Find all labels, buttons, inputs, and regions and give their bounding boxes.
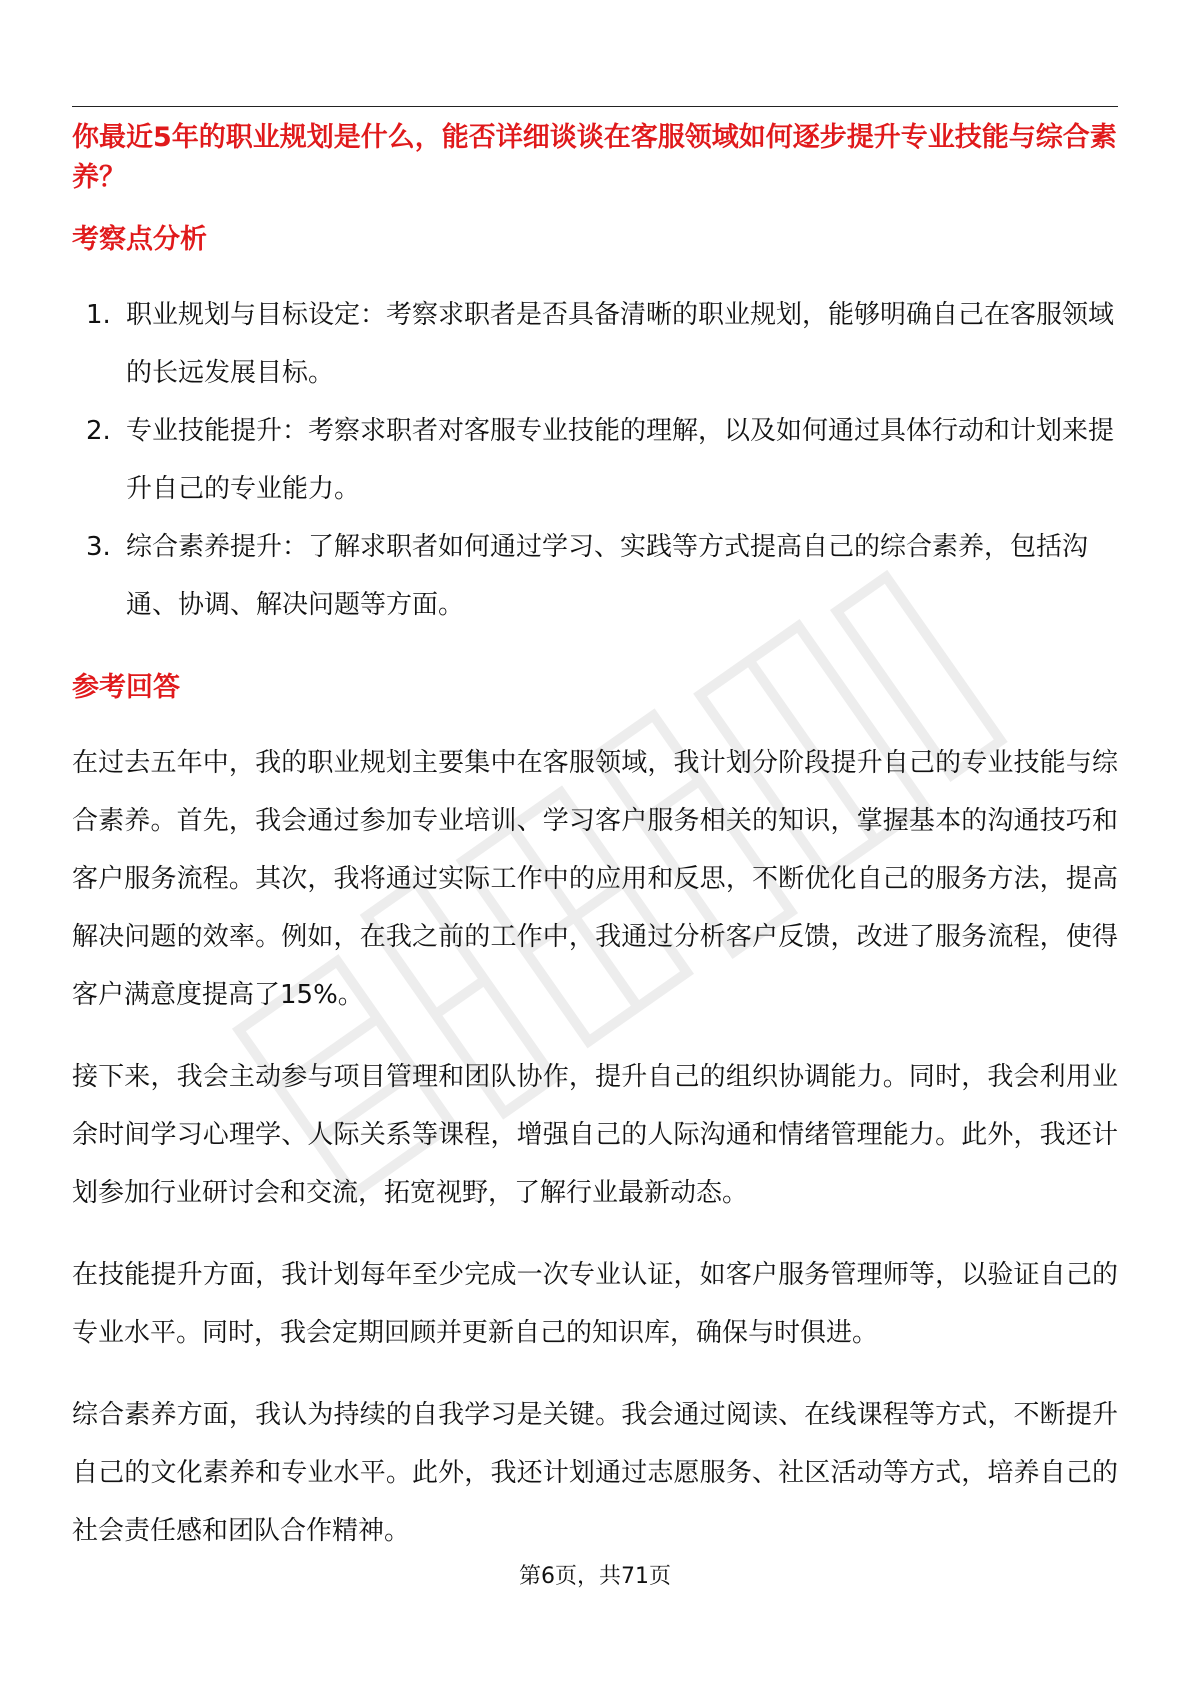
- list-item-text: 综合素养提升：了解求职者如何通过学习、实践等方式提高自己的综合素养，包括沟通、协调、解决问题等方面。: [126, 532, 1089, 620]
- answer-paragraph: 在过去五年中，我的职业规划主要集中在客服领域，我计划分阶段提升自己的专业技能与综合素养。首先，我会通过参加专业培训、学习客户服务相关的知识，掌握基本的沟通技巧和客户服务流程。其次，我将通过实际工作中的应用和反思，不断优化自己的服务方法，提高解决问题的效率。例如，在我之前的工作中，我通过分析客户反馈，改进了服务流程，使得客户满意度提高了15%。: [72, 748, 1118, 1010]
- analysis-list: [72, 286, 1118, 634]
- list-item-text: 专业技能提升：考察求职者对客服专业技能的理解，以及如何通过具体行动和计划来提升自己的专业能力。: [126, 416, 1115, 504]
- page-number: 第6页，共71页: [519, 1564, 671, 1589]
- list-item-number: 3.: [86, 532, 111, 562]
- top-divider: [72, 106, 1118, 107]
- answer-heading: 参考回答: [72, 672, 180, 703]
- list-item: [72, 286, 1118, 402]
- analysis-heading: 考察点分析: [72, 224, 207, 255]
- list-item-number: 2.: [86, 416, 111, 446]
- page-content: [72, 118, 1118, 1560]
- list-item: [72, 518, 1118, 634]
- list-item: [72, 402, 1118, 518]
- answer-paragraph: 综合素养方面，我认为持续的自我学习是关键。我会通过阅读、在线课程等方式，不断提升自己的文化素养和专业水平。此外，我还计划通过志愿服务、社区活动等方式，培养自己的社会责任感和团队合作精神。: [72, 1400, 1118, 1546]
- list-item-number: 1.: [86, 300, 111, 330]
- interview-question: 你最近5年的职业规划是什么，能否详细谈谈在客服领域如何逐步提升专业技能与综合素养？: [72, 122, 1117, 193]
- list-item-text: 职业规划与目标设定：考察求职者是否具备清晰的职业规划，能够明确自己在客服领域的长远发展目标。: [126, 300, 1115, 388]
- answer-paragraph: 接下来，我会主动参与项目管理和团队协作，提升自己的组织协调能力。同时，我会利用业余时间学习心理学、人际关系等课程，增强自己的人际沟通和情绪管理能力。此外，我还计划参加行业研讨会和交流，拓宽视野，了解行业最新动态。: [72, 1062, 1118, 1208]
- answer-paragraph: 在技能提升方面，我计划每年至少完成一次专业认证，如客户服务管理师等，以验证自己的专业水平。同时，我会定期回顾并更新自己的知识库，确保与时俱进。: [72, 1260, 1118, 1348]
